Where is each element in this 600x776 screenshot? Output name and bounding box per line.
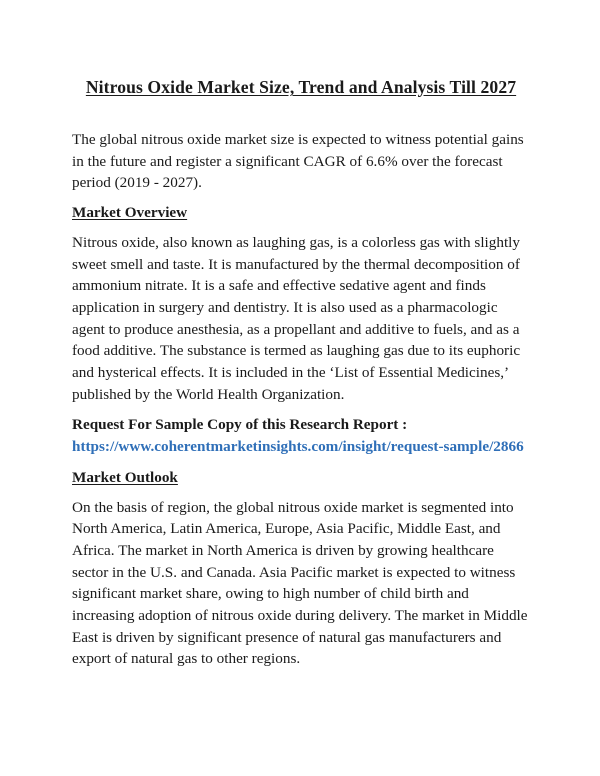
market-overview-heading: Market Overview (72, 204, 188, 222)
market-outlook-paragraph: On the basis of region, the global nitrous oxide market is segmented into North America, Latin America, Europe, Asia Pacific, Middle East, and Africa. The market in North America is driven by growing healthcare sector in the U.S. and Canada. Asia Pacific market is expected to witness significant market share, owing to high number of child birth and increasing adoption of nitrous oxide during delivery. The market in Middle East is driven by significant presence of natural gas manufacturers and export of natural gas to other regions. (72, 498, 528, 668)
market-outlook-heading: Market Outlook (72, 468, 178, 486)
sample-request-block (72, 414, 530, 457)
market-overview-paragraph: Nitrous oxide, also known as laughing gas, is a colorless gas with slightly sweet smell and taste. It is manufactured by the thermal decomposition of ammonium nitrate. It is a safe and effective sedative agent and finds application in surgery and dentistry. It is also used as a pharmacologic agent to produce anesthesia, as a propellant and additive to fuels, and as a food additive. The substance is termed as laughing gas due to its euphoric and hysterical effects. It is included in the ‘List of Essential Medicines,’ published by the World Health Organization. (72, 233, 521, 403)
intro-paragraph: The global nitrous oxide market size is expected to witness potential gains in the future and register a significant CAGR of 6.6% over the forecast period (2019 - 2027). (72, 131, 524, 192)
sample-request-link[interactable]: https://www.coherentmarketinsights.com/insight/request-sample/2866 (72, 438, 524, 456)
sample-request-label: Request For Sample Copy of this Research Report : (72, 416, 408, 434)
document-title: Nitrous Oxide Market Size, Trend and Analysis Till 2027 (85, 77, 517, 97)
